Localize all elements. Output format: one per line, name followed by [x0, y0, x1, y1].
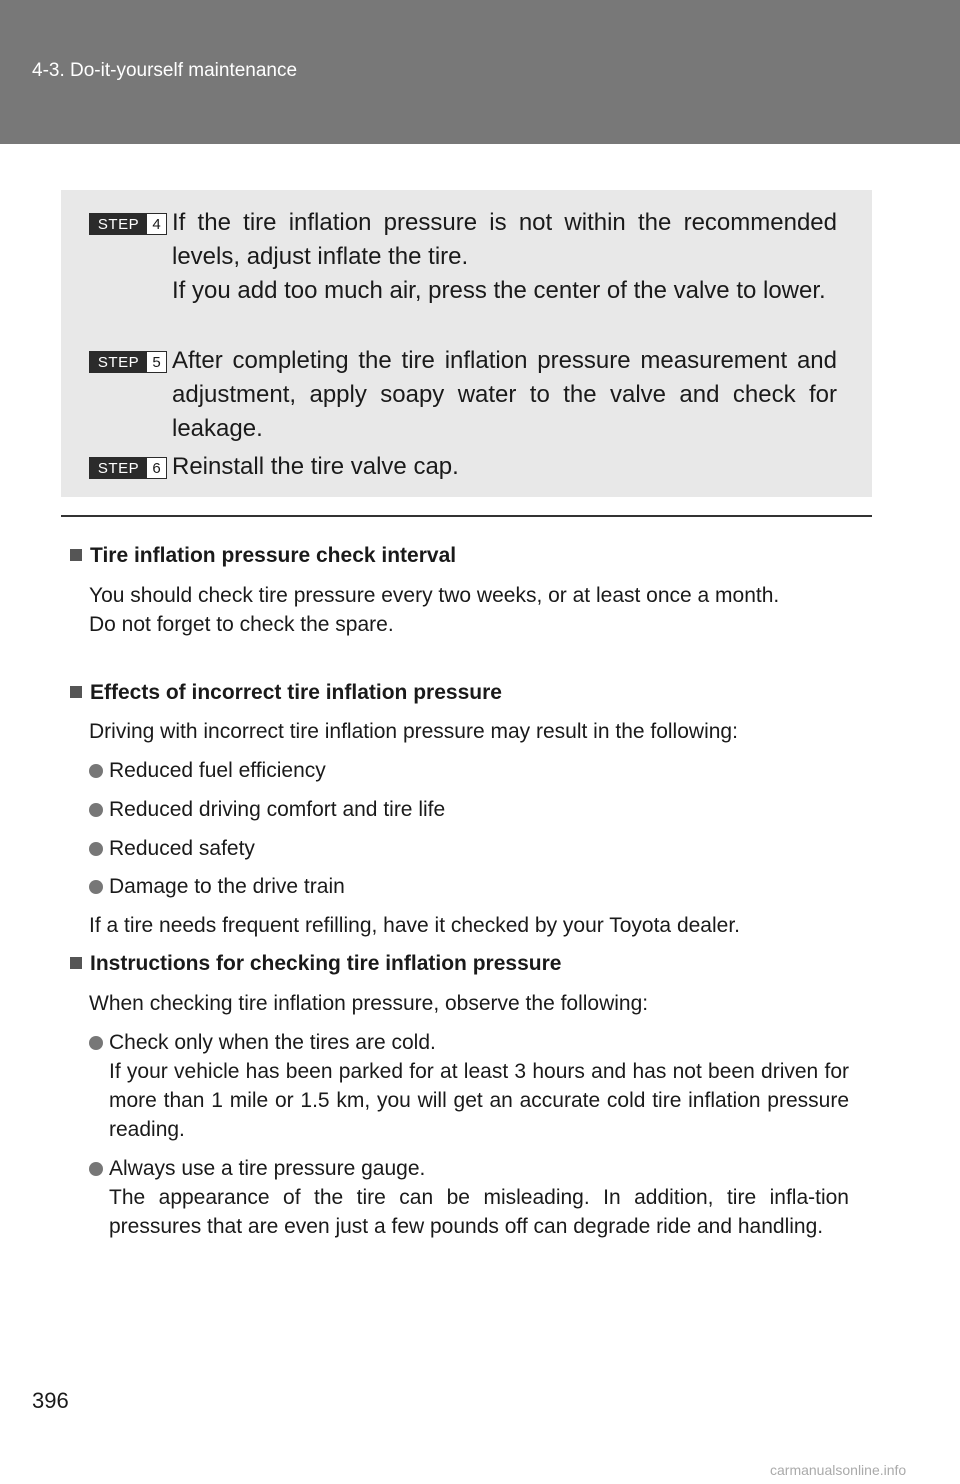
page-number: 396 [32, 1388, 69, 1413]
page-header [0, 0, 960, 144]
effects-intro: Driving with incorrect tire inflation pressure may result in the following: [89, 720, 738, 743]
section-heading-effects: Effects of incorrect tire inflation pressure [70, 679, 870, 707]
square-bullet-icon [70, 549, 82, 561]
section-divider [61, 515, 872, 517]
interval-paragraph: You should check tire pressure every two weeks, or at least once a month. Do not forget to check the spare. [89, 584, 780, 636]
section-heading-interval: Tire inflation pressure check interval [70, 542, 870, 570]
instructions-intro: When checking tire inflation pressure, observe the following: [89, 992, 649, 1015]
steps-panel [61, 190, 872, 497]
step-badge: STEP 5 [89, 351, 167, 373]
chapter-title: 4-3. Do-it-yourself maintenance [32, 60, 298, 81]
step-badge: STEP 6 [89, 457, 167, 479]
effects-outro: If a tire needs frequent refilling, have it checked by your Toyota dealer. [89, 914, 740, 937]
square-bullet-icon [70, 957, 82, 969]
step-text: Reinstall the tire valve cap. [172, 453, 459, 480]
watermark: carmanualsonline.info [770, 1462, 907, 1478]
square-bullet-icon [70, 686, 82, 698]
bullet-dot-icon [89, 842, 103, 856]
section-heading-instructions: Instructions for checking tire inflation pressure [70, 950, 870, 978]
step-text: After completing the tire inflation pressure measurement and adjustment, apply soapy water to the valve and check for leakage. [172, 347, 837, 442]
bullet-dot-icon [89, 803, 103, 817]
step-badge: STEP 4 [89, 213, 167, 235]
bullet-dot-icon [89, 880, 103, 894]
step-text: If the tire inflation pressure is not within the recommended levels, adjust inflate the tire. If you add too much air, press the center of the valve to lower. [172, 209, 837, 304]
bullet-dot-icon [89, 1036, 103, 1050]
bullet-dot-icon [89, 1162, 103, 1176]
bullet-dot-icon [89, 764, 103, 778]
